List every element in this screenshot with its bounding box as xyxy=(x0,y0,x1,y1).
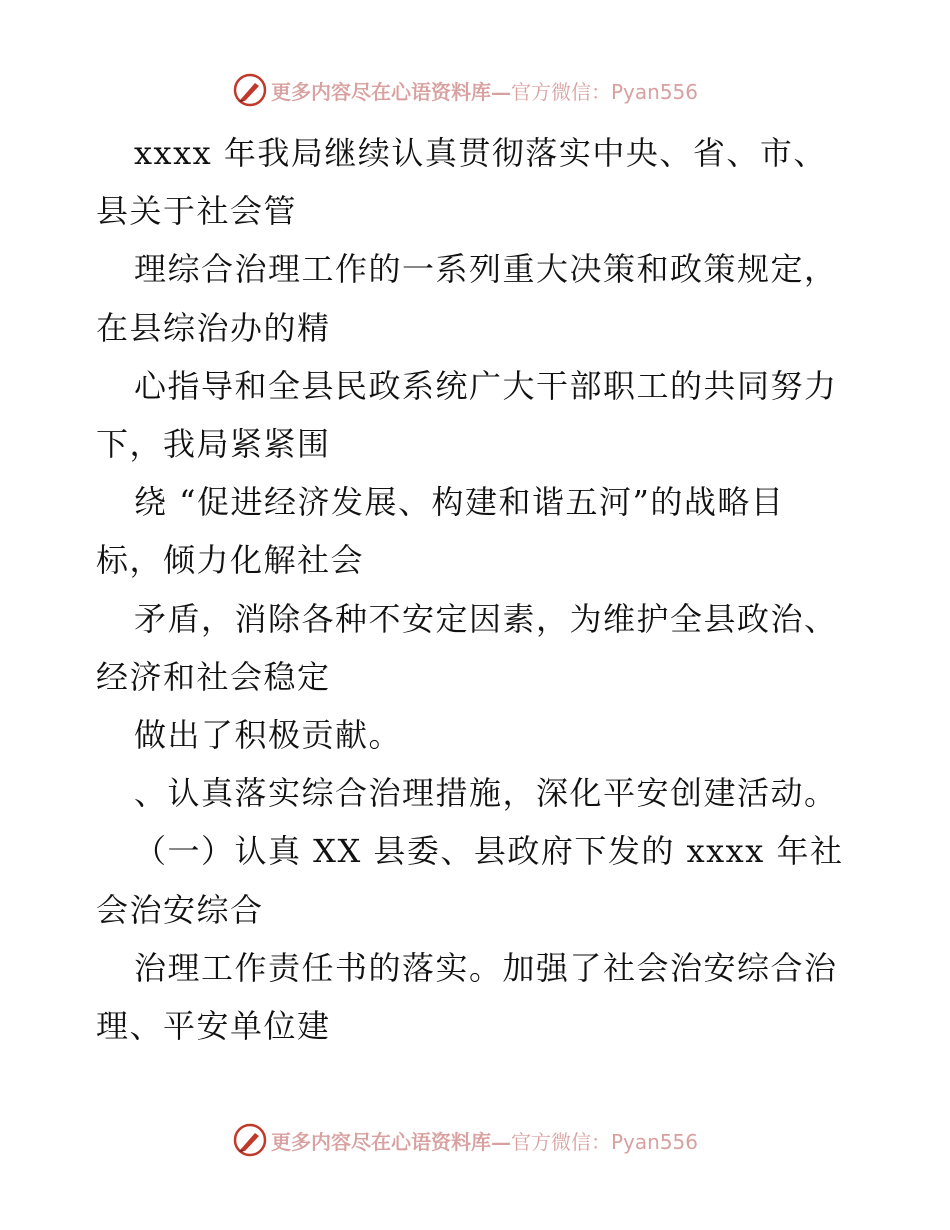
banner-dash: — xyxy=(491,79,511,104)
text-line: 理、平安单位建 xyxy=(96,1007,331,1046)
pen-logo-icon xyxy=(233,73,267,107)
text-line: （一）认真 XX 县委、县政府下发的 xxxx 年社 xyxy=(134,832,844,871)
text-line: 绕 “促进经济发展、构建和谐五河”的战略目 xyxy=(134,483,785,522)
document-body xyxy=(96,124,896,1055)
text-line: 矛盾，消除各种不安定因素，为维护全县政治、 xyxy=(134,599,838,638)
text-line: xxxx 年我局继续认真贯彻落实中央、省、市、 xyxy=(134,134,827,172)
text-line: 在县综治办的精 xyxy=(96,308,331,347)
footer-banner xyxy=(233,1122,698,1158)
text-line: 县关于社会管 xyxy=(96,192,298,231)
text-line: 标，倾力化解社会 xyxy=(96,541,365,580)
text-line: 会治安综合 xyxy=(96,890,264,929)
pen-logo-icon xyxy=(233,1123,267,1157)
text-line: 治理工作责任书的落实。加强了社会治安综合治 xyxy=(134,948,838,987)
text-line: 做出了积极贡献。 xyxy=(134,716,403,755)
text-line: 心指导和全县民政系统广大干部职工的共同努力 xyxy=(134,366,838,405)
text-line: 经济和社会稳定 xyxy=(96,657,331,696)
banner-main: 更多内容尽在心语资料库 xyxy=(271,79,491,104)
text-line: 、认真落实综合治理措施，深化平安创建活动。 xyxy=(134,774,838,813)
banner-wechat: 官方微信：Pyan556 xyxy=(511,79,699,104)
banner-wechat: 官方微信：Pyan556 xyxy=(511,1129,699,1154)
banner-dash: — xyxy=(491,1129,511,1154)
banner-text xyxy=(271,1126,698,1155)
header-banner xyxy=(233,72,698,108)
banner-main: 更多内容尽在心语资料库 xyxy=(271,1129,491,1154)
text-line: 下，我局紧紧围 xyxy=(96,425,331,464)
text-line: 理综合治理工作的一系列重大决策和政策规定， xyxy=(134,250,838,289)
banner-text xyxy=(271,76,698,105)
